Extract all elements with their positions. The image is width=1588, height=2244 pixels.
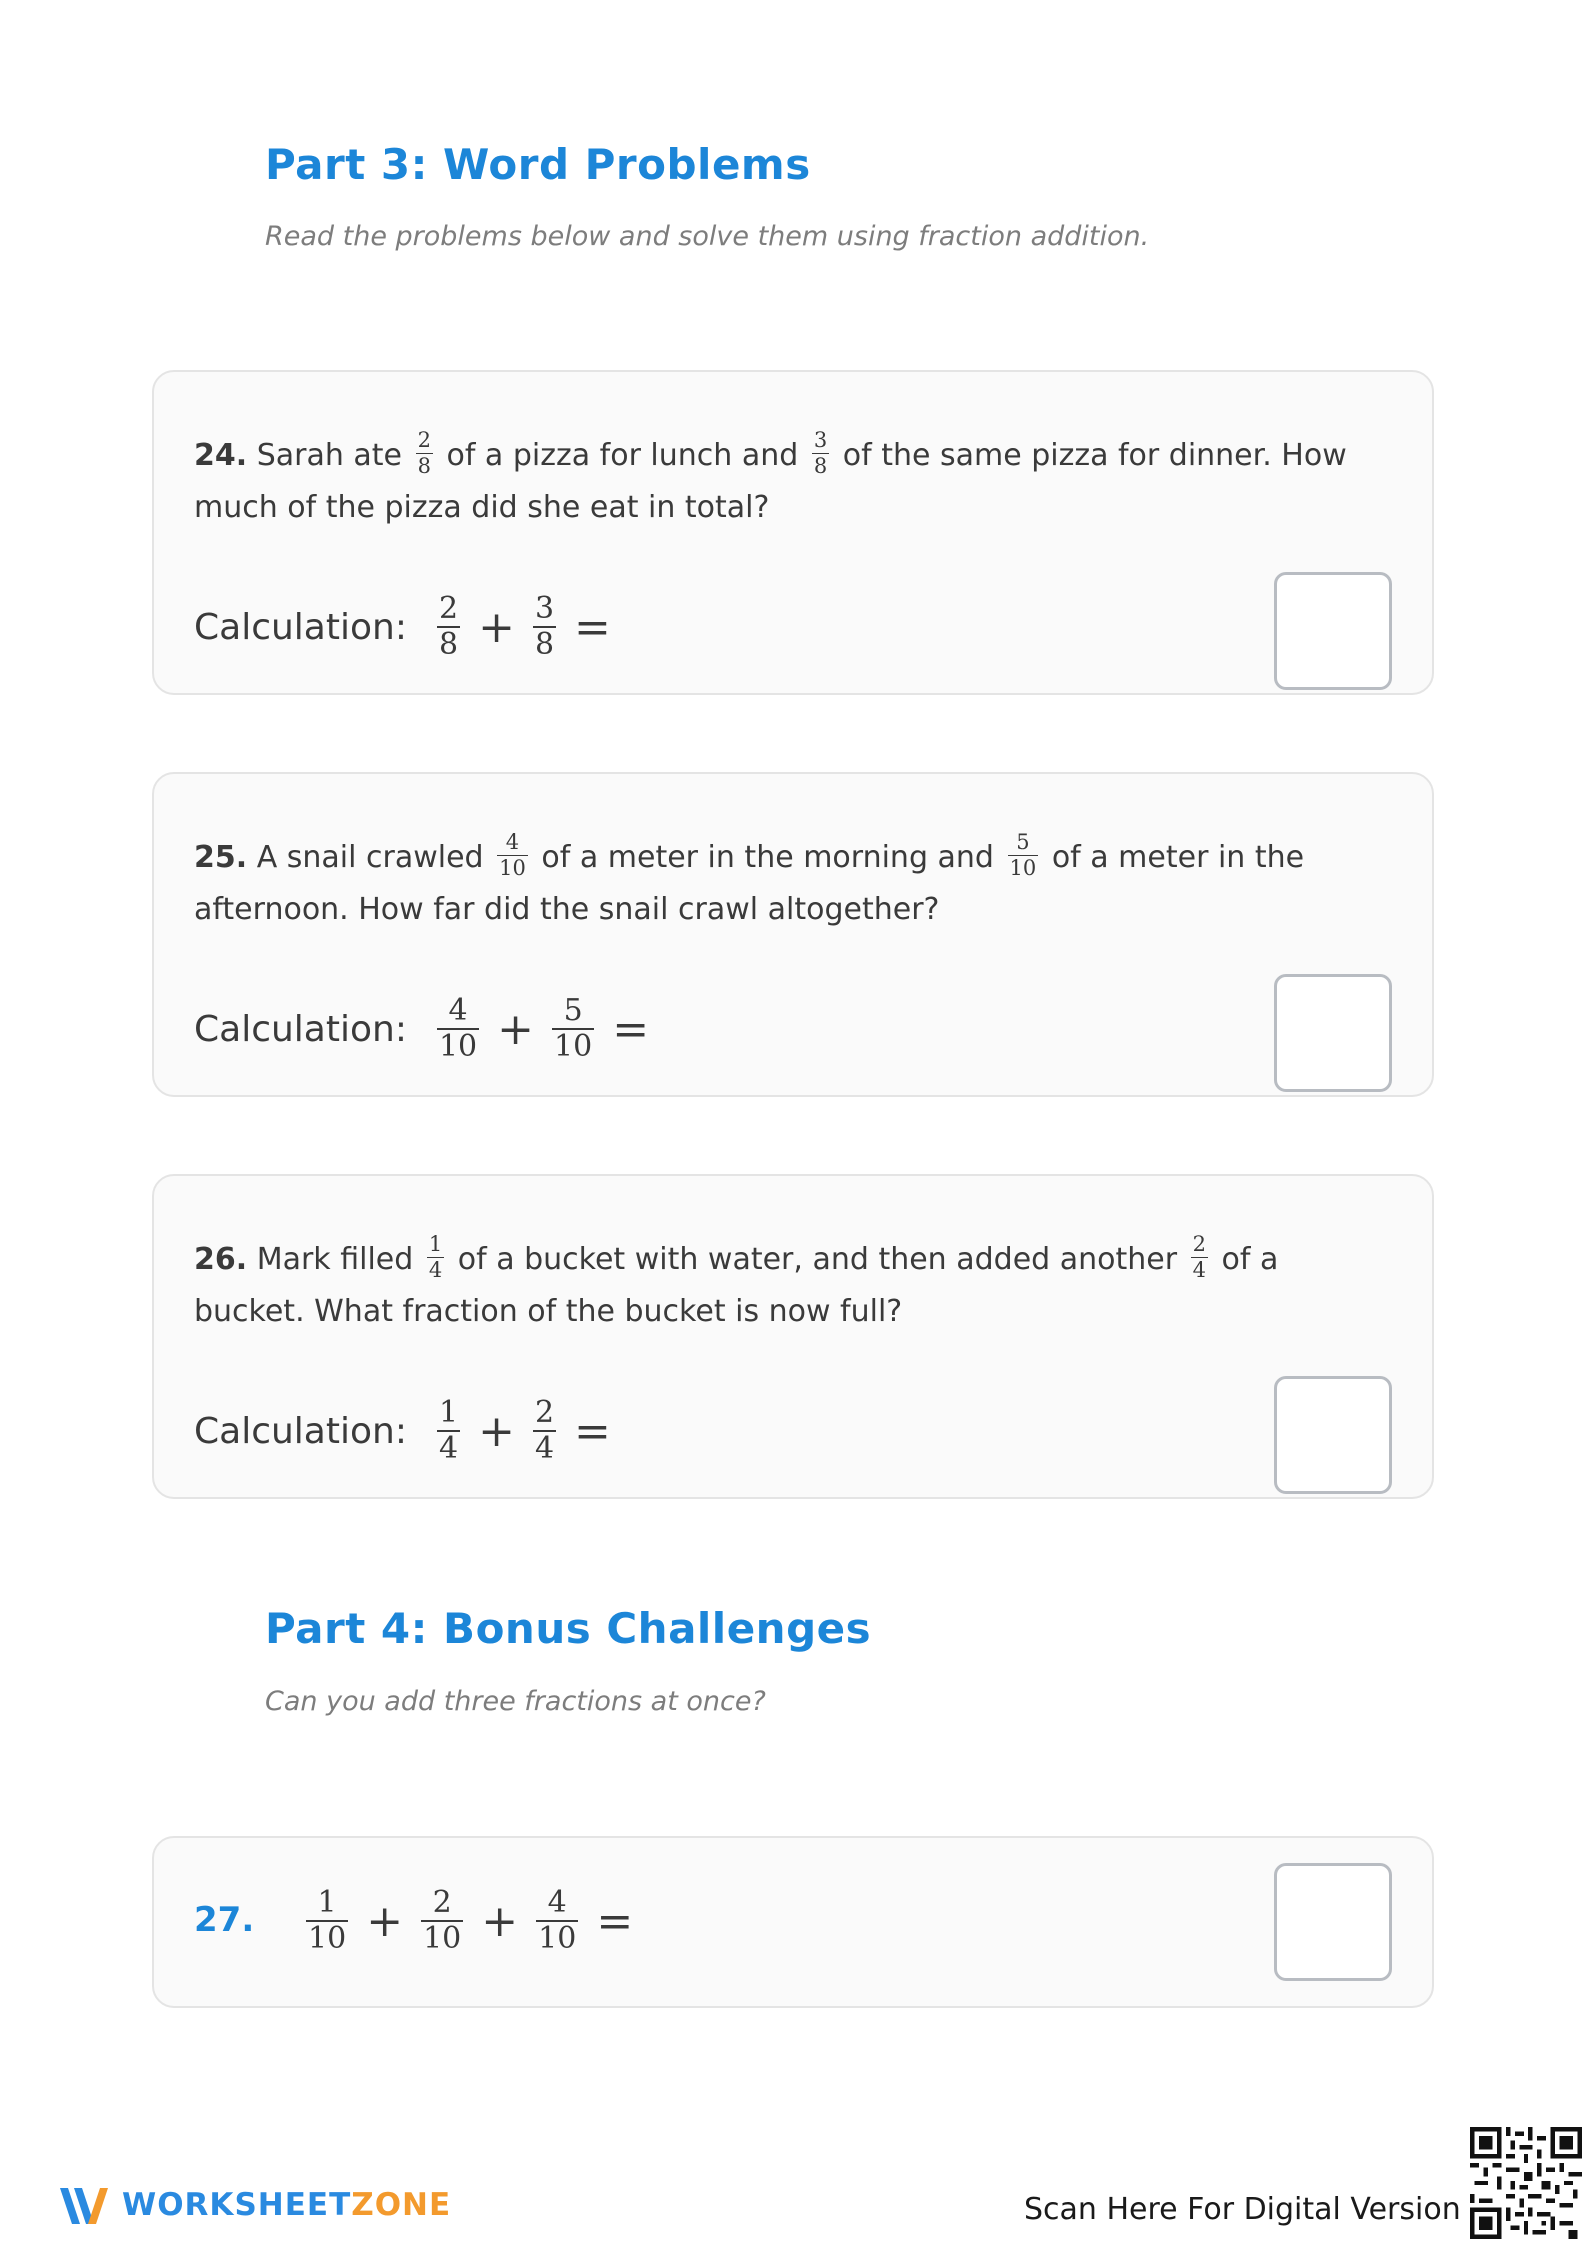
denominator: 4 — [438, 1431, 459, 1466]
problem-card-24 — [152, 370, 1434, 695]
numerator: 1 — [438, 1395, 459, 1430]
calculation-row — [194, 993, 663, 1064]
problem-card-25 — [152, 772, 1434, 1097]
calculation-label: Calculation: — [194, 1008, 407, 1050]
plus-sign: + — [366, 1895, 404, 1947]
qr-code-icon[interactable] — [1470, 2127, 1582, 2239]
numerator: 2 — [417, 428, 431, 452]
problem-text-part: of the same pizza for dinner. How much of the pizza did she eat in total? — [194, 438, 1347, 525]
fraction — [1191, 1234, 1208, 1281]
numerator: 5 — [563, 993, 583, 1028]
fraction — [533, 1395, 556, 1466]
part-4-title: Part 4: Bonus Challenges — [265, 1604, 872, 1653]
numerator: 4 — [448, 993, 468, 1028]
equals-sign: = — [574, 601, 611, 653]
problem-text-part: Mark filled — [256, 1242, 414, 1277]
fraction — [497, 832, 528, 879]
plus-sign: + — [497, 1003, 535, 1055]
numerator: 2 — [438, 591, 459, 626]
numerator: 1 — [428, 1232, 443, 1256]
fraction — [416, 430, 433, 477]
problem-number: 26. — [194, 1242, 248, 1277]
numerator: 4 — [505, 830, 520, 854]
fraction — [533, 591, 556, 662]
numerator: 1 — [317, 1885, 337, 1920]
plus-sign: + — [478, 1405, 515, 1457]
denominator: 8 — [438, 627, 459, 662]
denominator: 4 — [534, 1431, 555, 1466]
logo-text-worksheet: WORKSHEET — [122, 2187, 352, 2223]
problem-text-part: of a meter in the afternoon. How far did the snail crawl altogether? — [194, 840, 1305, 927]
problem-text-part: of a meter in the morning and — [541, 840, 994, 875]
numerator: 2 — [1192, 1232, 1206, 1256]
denominator: 4 — [1192, 1258, 1206, 1282]
problem-card-26 — [152, 1174, 1434, 1499]
problem-text — [194, 832, 1382, 936]
calculation-label: Calculation: — [194, 606, 407, 648]
equals-sign: = — [612, 1003, 650, 1055]
denominator: 8 — [813, 454, 828, 478]
denominator: 8 — [417, 454, 431, 478]
numerator: 5 — [1016, 830, 1030, 854]
fraction — [437, 1395, 460, 1466]
fraction — [427, 1234, 444, 1281]
problem-card-27 — [152, 1836, 1434, 2008]
plus-sign: + — [478, 601, 515, 653]
denominator: 8 — [534, 627, 555, 662]
worksheetzone-logo[interactable] — [58, 2180, 451, 2230]
part-3-subtitle: Read the problems below and solve them using fraction addition. — [265, 221, 1150, 252]
answer-box[interactable] — [1274, 1863, 1392, 1981]
problem-text — [194, 430, 1382, 534]
logo-text — [122, 2187, 451, 2223]
numerator: 3 — [534, 591, 555, 626]
problem-text-part: of a bucket with water, and then added another — [457, 1242, 1178, 1277]
scan-here-text: Scan Here For Digital Version — [1024, 2192, 1461, 2227]
logo-text-zone: ZONE — [351, 2187, 452, 2223]
denominator: 10 — [554, 1029, 593, 1064]
problem-text-part: of a pizza for lunch and — [446, 438, 799, 473]
plus-sign: + — [481, 1895, 519, 1947]
problem-number: 24. — [194, 438, 248, 473]
problem-text-part: of a bucket. What fraction of the bucket is now full? — [194, 1242, 1279, 1329]
denominator: 10 — [538, 1921, 577, 1956]
fraction — [1008, 832, 1039, 879]
calculation-row — [194, 591, 625, 662]
equals-sign: = — [574, 1405, 611, 1457]
fraction — [536, 1885, 578, 1956]
denominator: 10 — [423, 1921, 462, 1956]
problem-number: 25. — [194, 840, 248, 875]
numerator: 4 — [547, 1885, 567, 1920]
numerator: 2 — [432, 1885, 452, 1920]
problem-text-part: Sarah ate — [256, 438, 403, 473]
denominator: 10 — [499, 856, 526, 880]
denominator: 10 — [1009, 856, 1037, 880]
worksheetzone-logo-icon — [58, 2180, 110, 2230]
calculation-label: Calculation: — [194, 1410, 407, 1452]
answer-box[interactable] — [1274, 572, 1392, 690]
calculation-row — [194, 1395, 625, 1466]
denominator: 10 — [308, 1921, 347, 1956]
calculation-row — [302, 1885, 647, 1956]
fraction — [552, 993, 594, 1064]
answer-box[interactable] — [1274, 974, 1392, 1092]
answer-box[interactable] — [1274, 1376, 1392, 1494]
part-4-subtitle: Can you add three fractions at once? — [265, 1686, 766, 1717]
denominator: 10 — [438, 1029, 478, 1064]
problem-number: 27. — [194, 1900, 255, 1940]
equals-sign: = — [596, 1895, 634, 1947]
fraction — [437, 993, 479, 1064]
problem-text — [194, 1234, 1382, 1338]
fraction — [812, 430, 829, 477]
fraction — [437, 591, 460, 662]
denominator: 4 — [428, 1258, 443, 1282]
problem-text-part: A snail crawled — [256, 840, 484, 875]
numerator: 3 — [813, 428, 828, 452]
numerator: 2 — [534, 1395, 555, 1430]
fraction — [421, 1885, 463, 1956]
part-3-title: Part 3: Word Problems — [265, 140, 811, 189]
fraction — [306, 1885, 348, 1956]
